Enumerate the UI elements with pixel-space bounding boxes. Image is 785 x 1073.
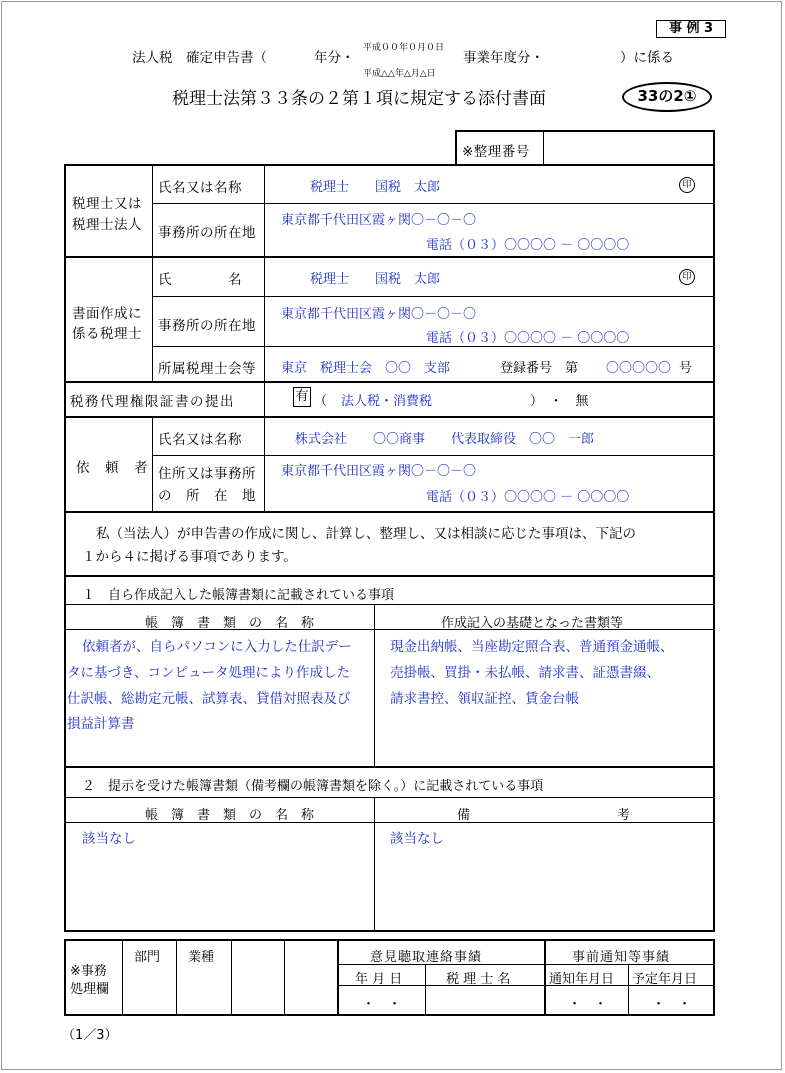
- planned-date-label: 予定年月日: [632, 972, 698, 987]
- section1-left-2[interactable]: タに基づき、コンピュータ処理により作成した: [67, 665, 350, 681]
- author-address[interactable]: 東京都千代田区霞ヶ関〇－〇－〇: [281, 307, 477, 322]
- industry-label: 業種: [188, 950, 215, 965]
- declaration-line-2: １から４に掲げる事項であります。: [82, 549, 297, 565]
- page-number: （1／3）: [62, 1028, 118, 1043]
- dept-label: 部門: [134, 950, 161, 965]
- hearing-date-value[interactable]: ・ ・: [362, 997, 402, 1012]
- hearing-date-label: 年 月 日: [355, 972, 403, 987]
- section1-left-4[interactable]: 損益計算書: [67, 716, 135, 732]
- poa-yes-checkbox[interactable]: 有: [293, 387, 311, 407]
- seiri-label: ※整理番号: [462, 144, 530, 160]
- declaration-line-1: 私（当法人）が申告書の作成に関し、計算し、整理し、又は相談に応じた事項は、下記の: [96, 526, 636, 542]
- office-label-2: 処理欄: [70, 982, 110, 997]
- section1-right-2[interactable]: 売掛帳、買掛・未払帳、請求書、証憑書綴、: [390, 665, 660, 681]
- seiri-value[interactable]: [550, 140, 705, 158]
- section2-col1: 帳 簿 書 類 の 名 称: [145, 808, 315, 823]
- author-phone[interactable]: 電話（０３）〇〇〇〇 － 〇〇〇〇: [426, 331, 630, 346]
- tax-accountant-label-1: 税理士又は: [72, 196, 142, 212]
- seal-mark: 印: [679, 177, 695, 193]
- office-label: 事務所の所在地: [158, 225, 256, 241]
- section2-col2a: 備: [457, 808, 471, 823]
- author-label-1: 書面作成に: [72, 306, 142, 322]
- author-name-label: 氏 名: [158, 272, 242, 288]
- era-top: 平成００年０月０日: [363, 43, 445, 53]
- hearing-label: 意見聴取連絡事績: [370, 950, 483, 965]
- header-text-a: 法人税 確定申告書（: [132, 50, 267, 66]
- client-address[interactable]: 東京都千代田区霞ヶ関〇－〇－〇: [281, 464, 477, 479]
- section2-left[interactable]: 該当なし: [82, 831, 136, 847]
- section1-right-3[interactable]: 請求書控、領収証控、賃金台帳: [390, 691, 579, 707]
- author-office-label: 事務所の所在地: [158, 318, 256, 334]
- client-name[interactable]: 株式会社 〇〇商事 代表取締役 〇〇 一郎: [295, 432, 595, 447]
- notice-date-label: 通知年月日: [549, 972, 615, 987]
- header-text-c: 事業年度分・: [463, 50, 544, 66]
- planned-date-value[interactable]: ・ ・: [652, 997, 692, 1012]
- registration-number[interactable]: 〇〇〇〇〇: [606, 361, 672, 376]
- client-phone[interactable]: 電話（０３）〇〇〇〇 － 〇〇〇〇: [426, 490, 630, 505]
- poa-detail[interactable]: 法人税・消費税: [341, 394, 433, 409]
- tax-accountant-phone[interactable]: 電話（０３）〇〇〇〇 － 〇〇〇〇: [426, 238, 630, 253]
- section1-left-1[interactable]: 依頼者が、自らパソコンに入力した仕訳デー: [82, 639, 352, 655]
- client-label: 依 頼 者: [76, 460, 149, 476]
- name-label: 氏名又は名称: [158, 180, 242, 196]
- header-text-d: ）に係る: [620, 50, 674, 66]
- header-text-b: 年分・: [314, 50, 355, 66]
- client-addr-label-1: 住所又は事務所: [158, 466, 256, 482]
- form-badge: 33の2①: [622, 82, 712, 112]
- registration-label: 登録番号 第: [500, 361, 579, 376]
- case-label: 事 例 3: [656, 20, 726, 38]
- section1-right-1[interactable]: 現金出納帳、当座勘定照合表、普通預金通帳、: [390, 639, 674, 655]
- office-label-1: ※事務: [70, 964, 107, 979]
- section2-col2b: 考: [617, 808, 631, 823]
- section1-heading: １ 自ら作成記入した帳簿書類に記載されている事項: [82, 588, 395, 603]
- section1-col2: 作成記入の基礎となった書類等: [441, 616, 624, 631]
- hearing-name-label: 税 理 士 名: [446, 972, 511, 987]
- tax-accountant-label-2: 税理士法人: [72, 217, 142, 233]
- section1-left-3[interactable]: 仕訳帳、総勘定元帳、試算表、貸借対照表及び: [67, 691, 351, 707]
- era-bottom: 平成△△年△月△日: [363, 69, 436, 79]
- author-label-2: 係る税理士: [72, 326, 142, 342]
- notice-label: 事前通知等事績: [572, 950, 671, 965]
- assoc-branch[interactable]: 東京 税理士会 〇〇 支部: [281, 361, 451, 376]
- client-name-label: 氏名又は名称: [158, 432, 242, 448]
- notice-date-value[interactable]: ・ ・: [568, 997, 608, 1012]
- poa-label: 税務代理権限証書の提出: [70, 394, 235, 410]
- section2-right[interactable]: 該当なし: [390, 831, 444, 847]
- poa-no: ） ・ 無: [530, 394, 589, 409]
- section1-col1: 帳 簿 書 類 の 名 称: [145, 616, 315, 631]
- client-addr-label-2: の 所 在 地: [158, 488, 256, 504]
- tax-accountant-address[interactable]: 東京都千代田区霞ヶ関〇－〇－〇: [281, 213, 477, 228]
- registration-suffix: 号: [679, 361, 693, 376]
- seal-mark-2: 印: [679, 269, 695, 285]
- assoc-label: 所属税理士会等: [158, 361, 256, 377]
- poa-paren-open: （: [314, 394, 328, 409]
- section2-heading: ２ 提示を受けた帳簿書類（備考欄の帳簿書類を除く。）に記載されている事項: [82, 779, 544, 794]
- tax-accountant-name[interactable]: 税理士 国税 太郎: [310, 180, 441, 195]
- author-name[interactable]: 税理士 国税 太郎: [310, 272, 441, 287]
- page-title: 税理士法第３３条の２第１項に規定する添付書面: [172, 89, 546, 109]
